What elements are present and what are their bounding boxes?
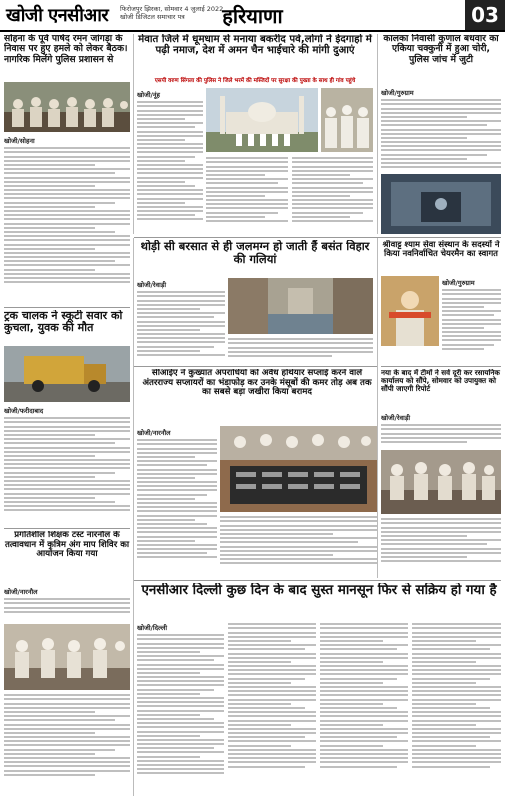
- story-1-photo: [4, 82, 130, 132]
- story-10-body-col2: [228, 621, 316, 797]
- story-6-body: [4, 404, 130, 524]
- story-10-headline: एनसीआर दिल्ली कुछ दिन के बाद सुस्त मानसून फिर से सक्रिय हो गया है: [141, 583, 497, 598]
- story-5-photo: [381, 276, 439, 346]
- section-rule: [381, 366, 501, 367]
- story-9-photo: [4, 624, 130, 690]
- story-2-body-col1: [137, 88, 203, 234]
- story-2-headline-box: [137, 34, 373, 78]
- story-4-photo: [228, 278, 373, 334]
- story-3-byline: खोजी/गुरुग्राम: [381, 89, 414, 97]
- story-4-byline: खोजी/रेवाड़ी: [137, 281, 166, 289]
- story-7-body-col1: [137, 426, 217, 576]
- story-1-body: [4, 134, 130, 304]
- story-9-headline: प्रगतिशील शिक्षक टस्ट नारनौल के तत्वावधान में कृत्रिम अंग माप शिविर का आयोजन किया गया: [4, 531, 130, 560]
- newspaper-logo: खोजी एनसीआर: [6, 5, 109, 26]
- story-7-headline-box: [137, 369, 377, 423]
- section-rule: [134, 366, 378, 367]
- date-text: फिरोजपुर झिरका, सोमवार 4 जुलाई 2022: [120, 5, 224, 13]
- story-5-byline: खोजी/गुरुग्राम: [442, 279, 475, 287]
- story-1-headline: सोहना के पूर्व पार्षद रमन जांगड़ा के निवास पर हुए हमले को लेकर बैठक। नागरिक मिलेंगे पुलिस प्रशासन से: [4, 34, 128, 65]
- section-rule: [134, 580, 501, 581]
- story-10-body-col3: [320, 621, 408, 797]
- page-number: 03: [465, 0, 505, 30]
- story-9-body-2: [4, 692, 130, 796]
- story-6-headline: ट्रक चालक ने स्कूटी सवार को कुचला, युवक की मौत: [4, 310, 123, 335]
- story-10-headline-box: [137, 583, 501, 619]
- story-5-headline: श्रीवाट्ट श्याम सेवा संस्थान के सदस्यों ने किया नवनिर्वाचित चेयरमैन का स्वागत: [382, 240, 500, 259]
- story-7-body-col2: [220, 514, 377, 576]
- story-8-photo: [381, 450, 501, 514]
- story-2-text-1: [137, 101, 203, 220]
- story-7-text-1: [137, 439, 217, 558]
- story-9-text-2: [4, 694, 130, 776]
- story-8-text: [381, 424, 501, 443]
- story-9-headline-box: [4, 531, 130, 583]
- story-10-text-3: [320, 623, 408, 767]
- story-7-byline: खोजी/नारनौल: [137, 429, 171, 437]
- story-6-photo: [4, 346, 130, 402]
- story-2-subhead: एसपी वरुण सिंगला की पुलिस ने जिले भरमें की मस्जिदों पर सुरक्षा की पुख्ता के साथ ही गांव पहुंचे: [154, 78, 356, 84]
- section-rule: [4, 528, 130, 529]
- story-4-text-2: [228, 338, 373, 357]
- story-8-text-2: [381, 518, 501, 562]
- story-1-text: [4, 147, 130, 283]
- story-2-body-col3: [292, 155, 373, 235]
- story-3-headline-box: [381, 34, 501, 84]
- story-10-byline: खोजी/दिल्ली: [137, 624, 168, 632]
- column-rule: [133, 238, 134, 796]
- story-2-byline: खोजी/नूंह: [137, 91, 160, 99]
- story-10-text-1: [137, 634, 224, 774]
- story-9-text: [4, 598, 130, 613]
- story-1-byline: खोजी/सोहना: [4, 137, 35, 145]
- story-10-body-col4: [412, 621, 501, 797]
- story-3-photo: [381, 174, 501, 234]
- edition-text: खोजी डिजिटल समाचार पत्र: [120, 13, 185, 21]
- story-2-photo-mosque: [206, 88, 318, 152]
- story-5-text: [442, 289, 501, 350]
- story-2-headline: मेवात जिले में धूमधाम से मनाया बकरीद पर्व,लोगों ने ईदगाहो में पढ़ी नमाज, देश में अमन चैन भाईचारे की मांगी दुआएं: [138, 34, 372, 57]
- story-6-text: [4, 417, 130, 511]
- column-rule: [133, 34, 134, 234]
- section-rule: [4, 307, 130, 308]
- story-4-text: [137, 291, 225, 356]
- story-2-photo-crowd: [321, 88, 373, 152]
- story-10-text-2: [228, 623, 316, 767]
- masthead: [0, 0, 505, 32]
- story-2-text-2: [206, 157, 288, 222]
- section-rule: [134, 237, 501, 238]
- story-4-headline: थोड़ी सी बरसात से ही जलमग्न हो जाती हैं बसंत विहार की गलियां: [140, 240, 370, 266]
- column-rule: [377, 238, 378, 578]
- story-8-headline: नया के बाद में टीमों ने सर्व दूरी कर रसायनिक कार्यालय को सौंपे, सोमवार को उपायुक्त को सौंपी जाएगी रिपोर्ट: [381, 369, 500, 394]
- story-4-body: [137, 278, 225, 362]
- story-6-byline: खोजी/फरीदाबाद: [4, 407, 44, 415]
- story-8-body-2: [381, 516, 501, 576]
- story-1-headline-box: [4, 34, 130, 80]
- story-7-text-2: [220, 516, 377, 564]
- story-10-text-4: [412, 623, 501, 767]
- column-rule: [377, 34, 378, 234]
- story-10-body-col1: [137, 621, 224, 797]
- story-9-body: [4, 585, 130, 623]
- story-2-text-3: [292, 157, 373, 222]
- story-4-body-2: [228, 336, 373, 362]
- story-4-headline-box: [137, 240, 373, 276]
- story-7-headline: सीआईए ने कुख्यात अपराधियों को अवैध हथियार सप्लाई करने वाले अंतरराज्य सप्लायरों का भंडाफोड़ कर उनके मंसूबों की कमर तोड़ अब तक का सबसे बड़ा जखीरा किया बरामद: [142, 369, 372, 398]
- story-5-body: [442, 276, 501, 362]
- story-8-byline: खोजी/रेवाड़ी: [381, 414, 410, 422]
- story-2-body-col2: [206, 155, 288, 235]
- story-2-subhead-box: [137, 76, 373, 86]
- story-8-body: [381, 411, 501, 447]
- story-8-headline-box: [381, 369, 501, 409]
- story-3-body: [381, 86, 501, 172]
- story-3-text: [381, 99, 501, 168]
- story-6-headline-box: [4, 310, 130, 344]
- story-9-byline: खोजी/नारनौल: [4, 588, 38, 596]
- story-7-photo-weapons: [220, 426, 377, 512]
- story-3-headline: कालका निवासी कुणाल बधवार का एकिया चक्कुनी में हुआ चोरी, पुलिस जांच में जुटी: [383, 34, 499, 65]
- section-title: हरियाणा: [222, 4, 283, 28]
- story-5-headline-box: [381, 240, 501, 274]
